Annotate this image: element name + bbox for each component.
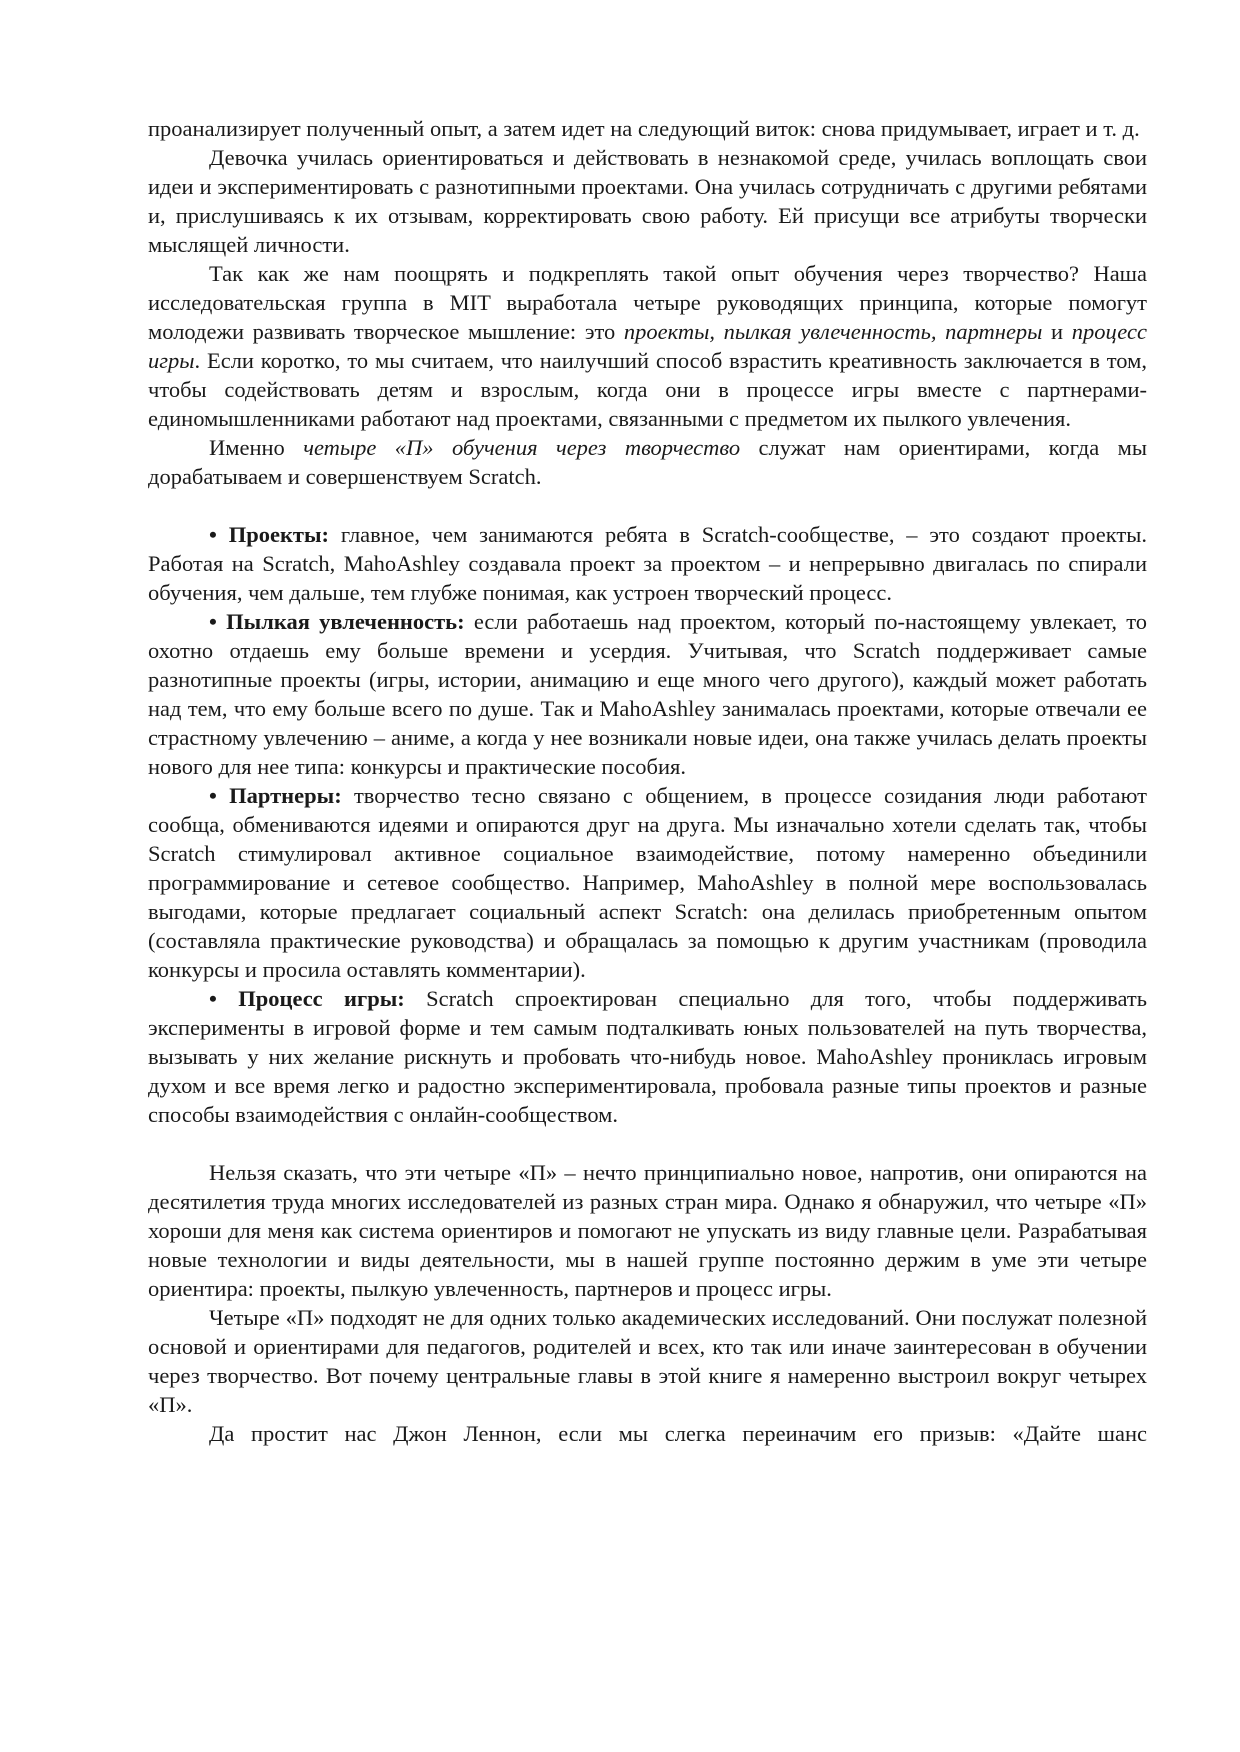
bullet-projects bbox=[148, 520, 1147, 607]
bullet-term: • Процесс игры: bbox=[209, 986, 405, 1011]
bullet-term: • Проекты: bbox=[209, 522, 330, 547]
bullet-term: • Партнеры: bbox=[209, 783, 342, 808]
text-run: Именно bbox=[209, 435, 304, 460]
text-run: служат нам ориентирами, когда мы дорабатываем и совершенствуем Scratch. bbox=[148, 435, 1147, 489]
bullet-passion bbox=[148, 607, 1147, 781]
bullet-text: Scratch спроектирован специально для того, чтобы поддерживать эксперименты в игровой форме и тем самым подталкивать юных пользователей на путь творчества, вызывать у них желание рискнуть и пробовать что-нибудь новое. MahoAshley прониклась игровым духом и все время легко и радостно экспериментировала, пробовала разные типы проектов и разные способы взаимодействия с онлайн-сообществом. bbox=[148, 986, 1147, 1127]
bullet-peers bbox=[148, 781, 1147, 984]
text-run: и bbox=[1042, 319, 1072, 344]
paragraph-four-p bbox=[148, 433, 1147, 491]
text-run: Так как же нам поощрять и подкреплять такой опыт обучения через творчество? Наша исследовательская группа в MIT выработала четыре руководящих принципа, которые помогут молодежи развивать творческое мышление: это bbox=[148, 261, 1147, 344]
paragraph-girl-learning: Девочка училась ориентироваться и действовать в незнакомой среде, училась воплощать свои идеи и экспериментировать с разнотипными проектами. Она училась сотрудничать с другими ребятами и, прислушиваясь к их отзывам, корректировать свою работу. Ей присущи все атрибуты творчески мыслящей личности. bbox=[148, 145, 1147, 257]
bullet-text: творчество тесно связано с общением, в процессе созидания люди работают сообща, обмениваются идеями и опираются друг на друга. Мы изначально хотели сделать так, чтобы Scratch стимулировал активное социальное взаимодействие, потому намеренно объединили программирование и сетевое сообщество. Например, MahoAshley в полной мере воспользовалась выгодами, которые предлагает социальный аспект Scratch: она делилась приобретенным опытом (составляла практические руководства) и обращалась за помощью к другим участникам (проводила конкурсы и просила оставлять комментарии). bbox=[148, 783, 1147, 982]
bullet-text: если работаешь над проектом, который по-настоящему увлекает, то охотно отдаешь ему больше времени и усердия. Учитывая, что Scratch поддерживает самые разнотипные проекты (игры, истории, анимацию и еще много чего другого), каждый может работать над тем, что ему больше всего по душе. Так и MahoAshley занималась проектами, которые отвечали ее страстному увлечению – аниме, а когда у нее возникали новые идеи, она также училась делать проекты нового для нее типа: конкурсы и практические пособия. bbox=[148, 609, 1147, 779]
italic-principles: проекты, пылкая увлеченность, партнеры bbox=[623, 319, 1043, 344]
bullet-text: главное, чем занимаются ребята в Scratch-сообществе, – это создают проекты. Работая на Scratch, MahoAshley создавала проект за проектом – и непрерывно двигалась по спирали обучения, чем дальше, тем глубже понимая, как устроен творческий процесс. bbox=[148, 522, 1147, 605]
paragraph-lennon: Да простит нас Джон Леннон, если мы слегка переиначим его призыв: «Дайте шанс bbox=[209, 1421, 1147, 1446]
bullet-play bbox=[148, 984, 1147, 1129]
italic-four-p: четыре «П» обучения через творчество bbox=[303, 435, 741, 460]
paragraph-four-principles bbox=[148, 259, 1147, 433]
paragraph-not-new: Нельзя сказать, что эти четыре «П» – нечто принципиально новое, напротив, они опираются на десятилетия труда многих исследователей из разных стран мира. Однако я обнаружил, что четыре «П» хороши для меня как система ориентиров и помогают не упускать из виду главные цели. Разрабатывая новые технологии и виды деятельности, мы в нашей группе постоянно держим в уме эти четыре ориентира: проекты, пылкую увлеченность, партнеров и процесс игры. bbox=[148, 1160, 1147, 1301]
paragraph-continuation: проанализирует полученный опыт, а затем идет на следующий виток: снова придумывает, играет и т. д. bbox=[148, 116, 1140, 141]
paragraph-gap bbox=[148, 491, 1147, 520]
document-body bbox=[148, 114, 1147, 1448]
paragraph-four-p-use: Четыре «П» подходят не для одних только академических исследований. Они послужат полезной основой и ориентирами для педагогов, родителей и всех, кто так или иначе заинтересован в обучении через творчество. Вот почему центральные главы в этой книге я намеренно выстроил вокруг четырех «П». bbox=[148, 1305, 1147, 1417]
text-run: . Если коротко, то мы считаем, что наилучший способ взрастить креативность заключается в том, чтобы содействовать детям и взрослым, когда они в процессе игры вместе с партнерами-единомышленниками работают над проектами, связанными с предметом их пылкого увлечения. bbox=[148, 348, 1147, 431]
bullet-term: • Пылкая увлеченность: bbox=[209, 609, 465, 634]
paragraph-gap bbox=[148, 1129, 1147, 1158]
italic-play-process: процесс игры bbox=[148, 319, 1147, 373]
